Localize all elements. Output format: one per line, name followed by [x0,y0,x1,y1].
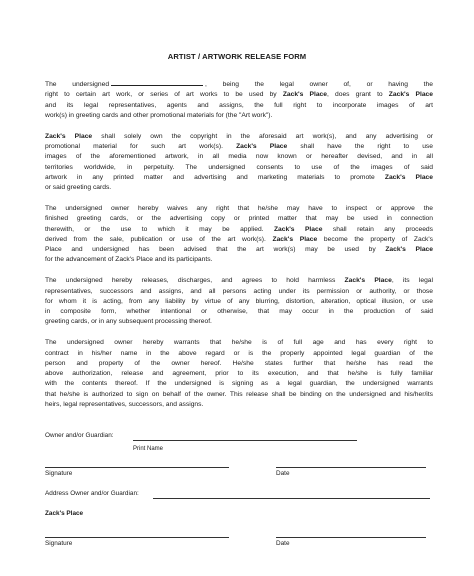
paragraph-grant: The undersigned , being the legal owner of, or having the right to certain art work, or series of art works to be used by Zack's Place, does grant to Zack's Place and its legal representatives, agents and assigns, the full right to incorporate images of art work(s) in greeting cards and other promotional materials for (the "Art work"). [45,81,433,119]
signature-line-1[interactable] [45,467,229,468]
print-name-label: Print Name [133,446,164,452]
form-body [45,79,433,421]
paragraph-waiver: The undersigned owner hereby waives any right that he/she may have to inspect or approve the finished greeting cards, or the advertising copy or printed matter that may be used in connection therewith, or the use to which it may be applied. Zack's Place shall retain any proceeds derived from the sale, publication or use of the art work(s). Zack's Place become the property of Zack's Place and undersigned has been advised that the art work(s) may be used by Zack's Place for the advancement of Zack's Place and its participants. [45,204,434,264]
address-line[interactable] [153,498,430,499]
paragraph-copyright: Zack's Place shall solely own the copyright in the aforesaid art work(s), and any advertising or promotional material for such art work(s). Zack's Place shall have the right to use images of the aforementioned artwork, in all media now known or hereafter devised, and in all territories worldwide, in perpetuity. The undersigned consents to use of the images of said artwork in any printed matter and advertising and marketing materials to promote Zack's Place or said greeting cards. [45,132,433,192]
company-signature-label: Zack's Place [45,510,84,517]
owner-guardian-line[interactable] [133,440,357,441]
address-label: Address Owner and/or Guardian: [45,490,139,497]
date-line-1[interactable] [276,467,426,468]
date-label-1: Date [276,470,290,477]
paragraph-warranty: The undersigned owner hereby warrants that he/she is of full age and has every right to contract in his/her name in the above regard or is the properly appointed legal guardian of the person and property of the owner hereof. He/she states further that he/she has read the above authorization, release and agreement, prior to its execution, and that he/she is fully familiar with the contents thereof. If the undersigned is signing as a legal guardian, the undersigned warrants that he/she is authorized to sign on behalf of the owner. This release shall be binding on the undersigned and his/her/its heirs, legal representatives, successors, and assigns. [45,339,433,409]
company-name: Zack's Place [282,91,327,99]
date-line-2[interactable] [276,537,426,538]
owner-guardian-label: Owner and/or Guardian: [45,432,114,439]
signature-label-1: Signature [45,470,73,477]
date-label-2: Date [276,540,290,547]
signature-line-2[interactable] [45,537,229,538]
signature-label-2: Signature [45,540,73,547]
undersigned-name-blank[interactable] [111,79,203,86]
form-title: ARTIST / ARTWORK RELEASE FORM [167,52,307,61]
paragraph-release: The undersigned hereby releases, discharges, and agrees to hold harmless Zack's Place, its legal representatives, successors and assigns, and all persons acting under its permission or authority, or those for whom it is acting, from any liability by virtue of any blurring, distortion, alteration, optical illusion, or use in composite form, whether intentional or otherwise, that may occur in the production of said greeting cards, or in any subsequent processing thereof. [45,277,433,326]
